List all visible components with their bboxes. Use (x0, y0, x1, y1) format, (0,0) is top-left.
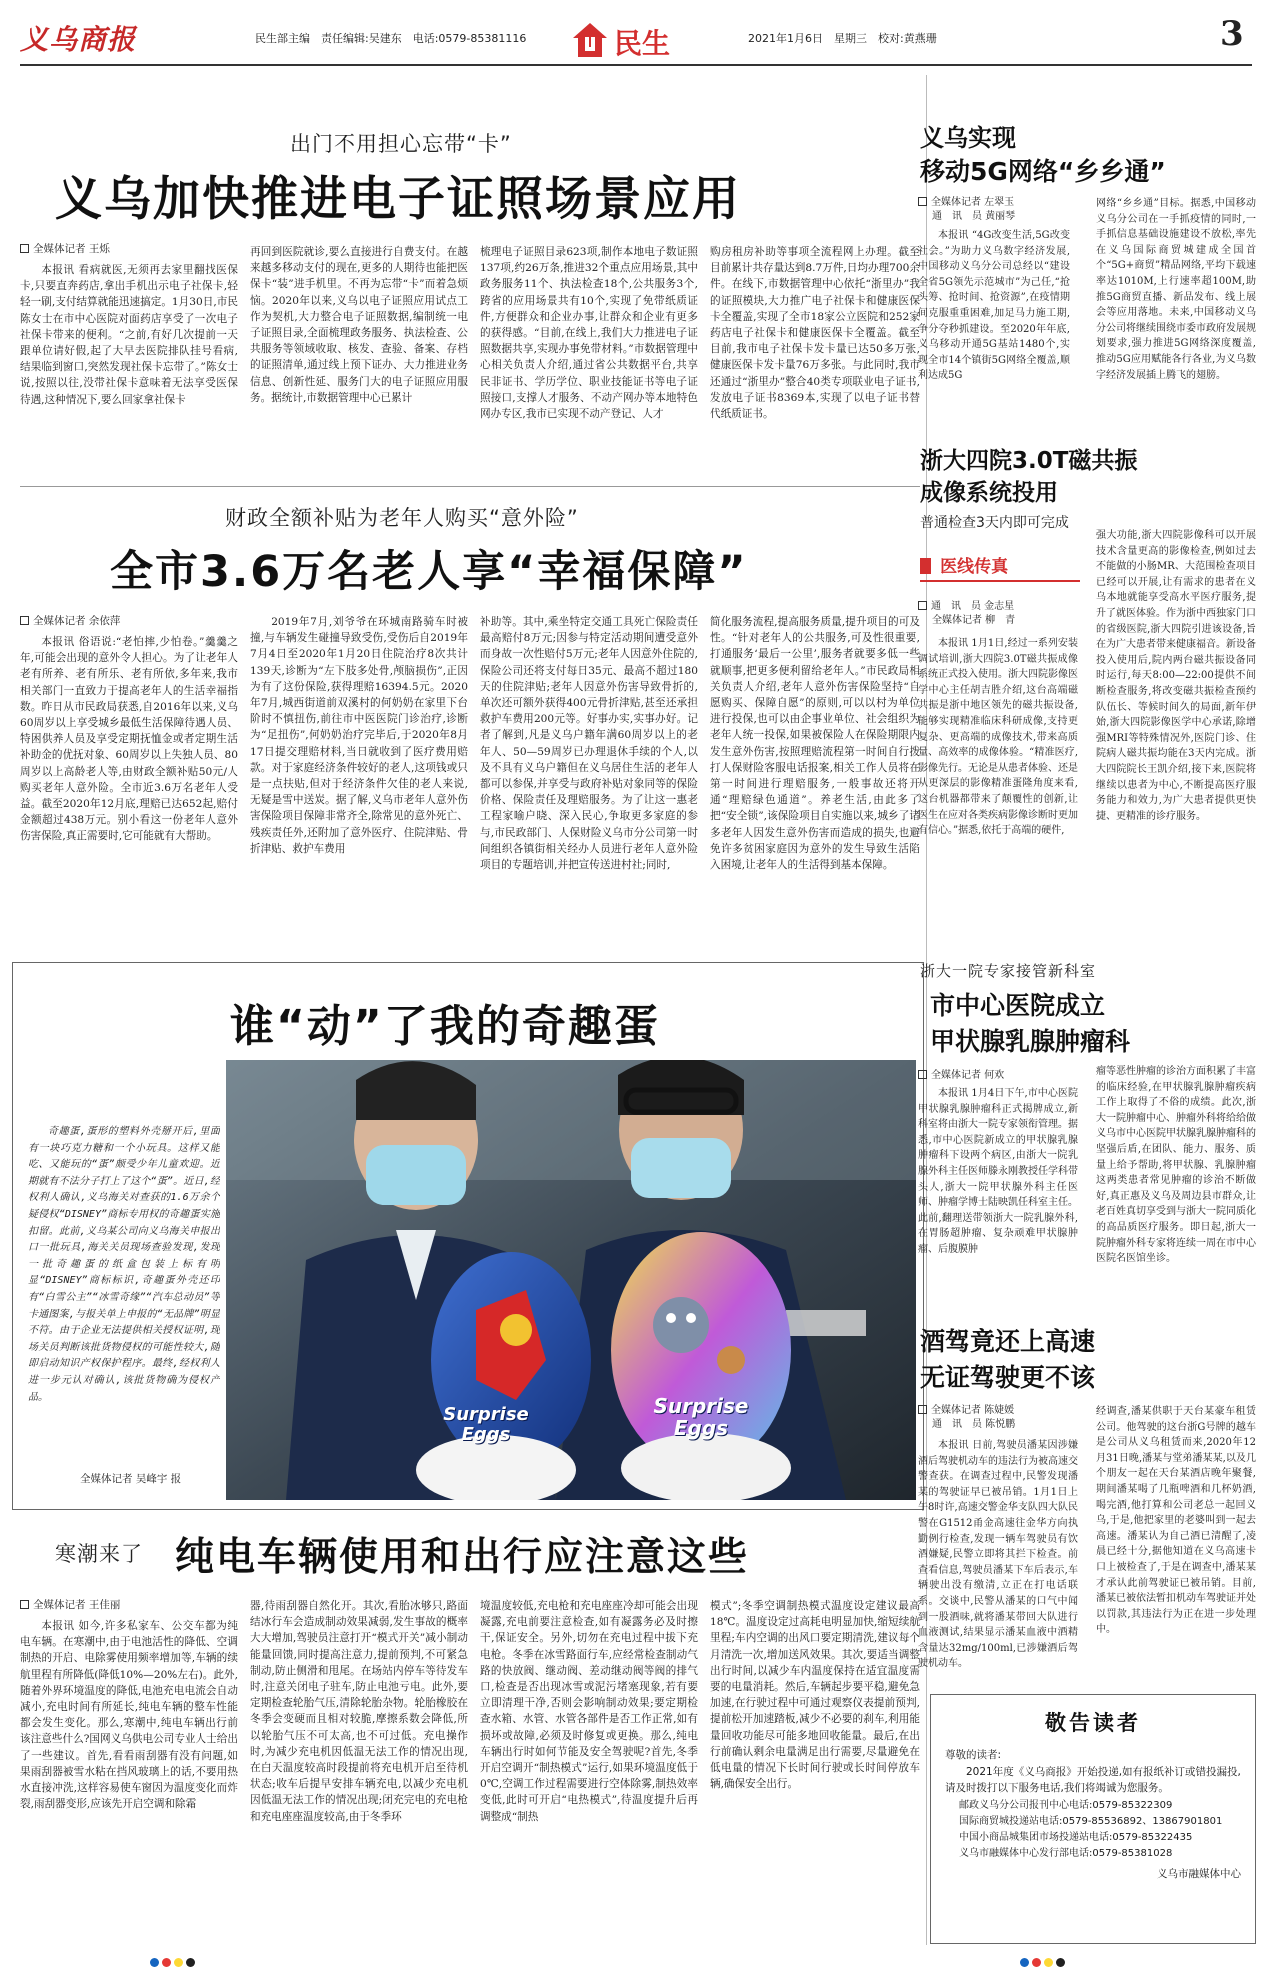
surprise-egg-photo (226, 1060, 916, 1500)
red-square-icon (920, 558, 931, 574)
story7-byline: 全媒体记者 何欢 (918, 1068, 1004, 1083)
story8-byline: 全媒体记者 陈婕媛 通 讯 员 陈悦鹏 (918, 1404, 1015, 1432)
story5-headline-2: 移动5G网络“乡乡通” (920, 157, 1166, 186)
section-name: 民生 (614, 27, 671, 60)
notice-box (930, 1694, 1256, 1944)
story5-byline: 全媒体记者 左翠玉 通 讯 员 黄丽琴 (918, 196, 1015, 224)
story5-col2: 网络“乡乡通”目标。据悉,中国移动义乌分公司在一手抓疫情的同时,一手抓信息基础设施建设不放松,率先在义乌国际商贸城建成全国首个“5G+商贸”精品网络,平均下载速率达1010M,上行速率超100M,助推5G商贸直播、新品发布、线上展会等应用落地。未来,中国移动义乌分公司将继续围绕市委市政府发展规划要求,强力推进5G网络深度覆盖,推动5G应用赋能各行各业,为义乌数字经济发展插上腾飞的翅膀。 (1096, 198, 1256, 381)
story1-byline: 全媒体记者 王烁 (20, 242, 110, 257)
egg-label-left: Surprise Eggs (443, 1404, 529, 1445)
byline-box-icon (20, 1600, 29, 1609)
notice-body: 2021年度《义乌商报》开始投递,如有报纸补订或错投漏投,请及时拨打以下服务电话,我们将竭诚为您服务。 (945, 1766, 1241, 1794)
story2-headline: 全市3.6万名老人享“幸福保障” (110, 547, 748, 597)
story6-headline-1: 浙大四院3.0T磁共振 (920, 448, 1138, 474)
story6-tag: 医线传真 (920, 552, 1008, 577)
color-dot (1044, 1958, 1053, 1967)
story4-byline: 全媒体记者 王佳丽 (20, 1598, 120, 1613)
story8-headline-2: 无证驾驶更不该 (920, 1363, 1096, 1392)
story7-col1: 本报讯 1月4日下午,市中心医院甲状腺乳腺肿瘤科正式揭牌成立,新科室将由浙大一院专家领衔管理。据悉,市中心医院新成立的甲状腺乳腺肿瘤科下设两个病区,由浙大一院乳腺外科主任医师滕永刚教授任学科带头人,浙大一院甲状腺外科主任医师、肿瘤学博士陆映凯任科室主任。此前,翻理送带领浙大一院乳腺外科,在胃肠超肿瘤、复杂顽难甲状腺肿瘤、后腹膜肿 (918, 1088, 1078, 1255)
story4-col1: 本报讯 如今,许多私家车、公交车都为纯电车辆。在寒潮中,由于电池活性的降低、空调制热的开启、电除雾使用频率增加等,车辆的续航里程有所降低(降低10%—20%左右)。此外,随着外界环境温度的降低,电池充电电流会自动减小,充电时间有所延长,纯电车辆的整车性能都会发生变化。那么,寒潮中,纯电车辆出行前该注意些什么?国网义乌供电公司专业人士给出了一些建议。首先,看看雨刮器有没有问题,如果雨刮器被雪水粘在挡风玻璃上的话,不要用热水直接冲洗,这样容易使车窗因为温度变化而炸裂,雨刮器变形,应该先开启空调和除霜 (20, 1620, 238, 1811)
page-number: 3 (1220, 14, 1244, 54)
story4-headline: 纯电车辆使用和出行应注意这些 (175, 1535, 750, 1580)
editor-line: 民生部主编 责任编辑:吴建东 电话:0579-85381116 (255, 32, 527, 45)
house-icon (570, 20, 610, 60)
byline-box-icon (918, 1405, 927, 1414)
color-dot (186, 1958, 195, 1967)
story4-col4: 模式”;冬季空调制热模式温度设定建议最高18℃。温度设定过高耗电明显加快,缩短续航里程;车内空调的出风口要定期清洗,建议每个月清洗一次,增加送风效果。其次,要适当调整出行时间,以减少车内温度保持在适宜温度需要的电量消耗。然后,车辆起步要平稳,避免急加速,在行驶过程中可通过观察仪表提前预判,提前松开加速踏板,减少不必要的刹车,利用能量回收功能尽可能多地回收能量。最后,在出行前确认剩余电量满足出行需要,尽量避免在低电量的情况下长时间行驶或长时间停放车辆,确保安全出行。 (710, 1600, 920, 1791)
story2-col3: 补助等。其中,乘坐特定交通工具死亡保险责任最高赔付8万元;因参与特定活动期间遭受意外而身故一次性赔付5万元;老年人因意外住院的,保险公司还将支付每日35元、最高不超过180天的住院津贴;老年人因意外伤害导致骨折的,单次还可额外获得400元骨折津贴,甚至还承担救护车费用200元等。好事办实,实事办好。记者了解到,凡是义乌户籍年满60周岁以上的老年人、50—59周岁已办理退休手续的个人,以及不具有义乌户籍但在义乌居住生活的老年人都可以参保,并享受与政府补贴对象同等的保险价格、保险责任及理赔服务。为了让这一惠老工程家喻户晓、深入民心,争取更多家庭的参与,市民政部门、人保财险义乌市分公司第一时间组织各镇街相关经办人员进行老年人意外险项目的专题培训,并把宣传送进村社;同时, (480, 616, 698, 872)
story4-col2: 器,待雨刮器自然化开。其次,看胎冰够只,路面结冰行车会造成制动效果减弱,发生事故的概率大大增加,驾驶员注意打开“模式开关”减小制动能量回馈,同时提高注意力,提前预判,不可紧急制动,防止侧滑和甩尾。在场站内停车等待发车时,注意关闭电子驻车,防止电池亏电。此外,要定期检查轮胎气压,清除轮胎杂物。轮胎橡胶在冬季会变硬而且相对较脆,摩擦系数会降低,所以轮胎气压不可太高,也不可过低。充电操作时,为减少充电机因低温无法工作的情况出现,在白天温度较高时段提前将充电机开启至待机状态;收车后提早安排车辆充电,以减少充电机因低温无法工作的情况出现;闭充完电的充电枪和充电座座温度较高,由于冬季环 (250, 1600, 468, 1823)
photo-illustration (226, 1060, 916, 1500)
notice-line: 义乌市融媒体中心发行部电话:0579-85381028 (959, 1848, 1173, 1859)
story1-col3: 梳理电子证照目录623项,制作本地电子数证照137项,约26万条,推进32个重点应用场景,其中政务服务11个、执法检查18个,公共服务3个,跨省的应用场景共有10个,实现了免带纸质证件,方便群众和企业办事,让群众和企业有更多的获得感。“目前,在线上,我们大力推进电子证照数据共享,实现办事免带材料。”市数据管理中心相关负责人介绍,通过省公共数据平台,共享民非证书、学历学位、职业技能证书等电子证照接口,支撑人才服务、不动产网办等本地特色网办专区,我市已实现不动产登记、人才 (480, 246, 698, 421)
story6-tag-rule (920, 580, 1080, 582)
color-dot (162, 1958, 171, 1967)
notice-salutation: 尊敬的读者: (945, 1749, 1002, 1761)
notice-title: 敬告读者 (1045, 1711, 1141, 1735)
story6-byline: 通 讯 员 金志星 全媒体记者 柳 青 (918, 600, 1015, 628)
section-logo (570, 20, 720, 60)
story1-kicker: 出门不用担心忘带“卡” (290, 132, 512, 156)
story1-col1: 本报讯 看病就医,无须再去家里翻找医保卡,只要直奔药店,拿出手机出示电子社保卡,轻轻一刷,支付结算就能迅速搞定。1月30日,市民陈女士在市中心医院对面药店享受了一次电子社保卡带来的便利。“之前,有好几次提前一天跟单位请好假,起了大早去医院排队挂号看病,结果临到窗口,突然发现社保卡忘带了。”陈女士说,按照以往,没带社保卡意味着无法享受医保待遇,这种情况下,要么回家拿社保卡 (20, 264, 238, 406)
story3-byline: 全媒体记者 吴峰宇 报 (80, 1473, 182, 1485)
story1-col4: 购房租房补助等事项全流程网上办理。截至目前累计共存量达到8.7万件,日均办理700余件。在线下,市数据管理中心依托“浙里办”我的证照模块,大力推广电子社保卡和健康医保卡全覆盖,实现了全市18家公立医院和252家药店电子社保卡和健康医保卡全覆盖。截至目前,我市电子社保卡发卡量已达50多万张,健康医保卡发卡量76万多张。与此同时,我市还通过“浙里办”整合40类专项联业电子证书,发放电子证书8369本,实现了以电子证书替代纸质证书。 (710, 246, 920, 421)
story7-headline-2: 甲状腺乳腺肿瘤科 (930, 1027, 1131, 1056)
masthead (0, 0, 1272, 70)
story4-kicker: 寒潮来了 (55, 1542, 143, 1566)
notice-line: 邮政义乌分公司报刊中心电话:0579-85322309 (959, 1800, 1173, 1811)
color-dot (1056, 1958, 1065, 1967)
notice-line: 国际商贸城投递站电话:0579-85536892、13867901801 (959, 1816, 1223, 1827)
paper-name: 义乌商报 (20, 23, 137, 56)
color-dot (1020, 1958, 1029, 1967)
byline-box-icon (20, 244, 29, 253)
story8-headline-1: 酒驾竟还上高速 (920, 1327, 1096, 1356)
story1-bottom-rule (20, 486, 920, 487)
story4-col3: 境温度较低,充电枪和充电座座冷却可能会出现凝露,充电前要注意检查,如有凝露务必及时擦干,保证安全。另外,切勿在充电过程中拔下充电枪。冬季在冰雪路面行车,应经常检查制动气路的快放阀、继动阀、差动继动阀等阀的排气口,检查是否出现冰雪或泥污堵塞现象,若有要立即清理干净,否则会影响制动效果;要定期检查水箱、水管、水管各部件是否工作正常,如有损坏或故障,必须及时修复或更换。那么,纯电车辆出行时如何节能及安全驾驶呢?首先,冬季开启空调开“制热模式”运行,如果环境温度低于0℃,空调工作过程需要进行空体除雾,制热效率变低,此时可开启“电热模式”,待温度提升后再调整成“制热 (480, 1600, 698, 1823)
story5-headline-1: 义乌实现 (920, 124, 1016, 152)
story2-col1: 本报讯 俗语说:“老怕摔,少怕卷。”羹羹之年,可能会出现的意外令人担心。为了让老年人老有所养、老有所乐、老有所依,多年来,我市相关部门一直致力于提高老年人的生活幸福指数。昨日从市民政局获悉,自2016年以来,义乌60周岁以上享受城乡最低生活保障待遇人员、特困供养人员及享受定期抚恤金或者定期生活补助金的优抚对象、60周岁以上失独人员、80周岁以上高龄老人等,由财政全额补贴50元/人购买老年人意外险。全市近3.6万名老年人受益。截至2020年12月底,理赔已达652起,赔付金额超过438万元。别小看这一份老年人意外伤害保险,真正需要时,它可能就有大帮助。 (20, 636, 238, 843)
notice-sign: 义乌市融媒体中心 (1157, 1868, 1241, 1880)
notice-line: 中国小商品城集团市场投递站电话:0579-85322435 (959, 1832, 1193, 1843)
story6-subhead: 普通检查3天内即可完成 (920, 515, 1069, 531)
story2-byline: 全媒体记者 余依萍 (20, 614, 120, 629)
story1-headline: 义乌加快推进电子证照场景应用 (55, 172, 741, 227)
story2-col2: 2019年7月,刘爷爷在环城南路骑车时被撞,与车辆发生碰撞导致受伤,受伤后自2019年7月4日至2020年1月20日住院治疗8次共计139天,诊断为“左下肢多处骨,颅脑损伤”,正因为有了这份保险,获得理赔16394.5元。2020年7月,城西街道前双溪村的何奶奶在家里下台阶时不慎扭伤,前往市中医医院门诊治疗,诊断为“足扭伤”,何奶奶治疗完毕后,于2020年8月17日提交理赔材料,当日就收到了医疗费用赔款。对于家庭经济条件较好的老人,这项钱或只是一点扶贴,但对于经济条件欠佳的老人来说,无疑是雪中送炭。据了解,义乌市老年人意外伤害保险项目保障非常齐全,除常见的意外死亡、残疾责任外,还附加了意外医疗、住院津贴、骨折津贴、救护车费用 (250, 616, 468, 855)
story7-col2: 瘤等恶性肿瘤的诊治方面积累了丰富的临床经验,在甲状腺乳腺肿瘤疾病工作上取得了不俗的成绩。此次,浙大一院肿瘤中心、肿瘤外科将给给做义乌市中心医院甲状腺乳腺肿瘤科的坚强后盾,在团队、能力、服务、质量上给予帮助,将甲状腺、乳腺肿瘤这两类患者常见肿瘤的诊治不断做好,真正惠及义乌及周边县市群众,让老百姓真切享受到与浙大一院同质化的高品质医疗服务。即日起,浙大一院肿瘤外科专家将连续一周在市中心医院名医馆坐诊。 (1096, 1066, 1256, 1265)
story3-text: 奇趣蛋,蛋形的塑料外壳掰开后,里面有一块巧克力糖和一个小玩具。这样又能吃、又能玩的“蛋”颇受少年儿童欢迎。近期就有不法分子打上了这个“蛋”。近日,经权利人确认,义乌海关对查获的1.6万余个疑侵权“DISNEY”商标专用权的奇趣蛋实施扣留。此前,义乌某公司向义乌海关申报出口一批玩具,海关关员现场查验发现,发现一批奇趣蛋的纸盒包装上标有明显“DISNEY”商标标识,奇趣蛋外壳还印有“白雪公主”“冰雪奇缘”“汽车总动员”等卡通图案,与报关单上申报的“无品牌”明显不符。由于企业无法提供相关授权证明,现场关员判断该批货物侵权的可能性较大,随即启动知识产权保护程序。最终,经权利人进一步元认对确认,该批货物确为侵权产品。 (28, 1126, 220, 1403)
color-dot (174, 1958, 183, 1967)
story6-col1: 本报讯 1月1日,经过一系列安装调试培训,浙大四院3.0T磁共振成像系统正式投入使用。浙大四院影像医学中心主任胡吉胜介绍,这台高端磁共振是浙中地区领先的磁共振设备,能够实现精准临床科研成像,支持更复杂、更高端的成像技术,带来高质量、高效率的成像体验。“精准医疗,影像先行。无论是从患者体验、还是从更深层的影像精准蛋隆角度来看,这台机器都带来了颠覆性的创新,让医生在应对各类疾病影像诊断时更加有信心。”据悉,依托于高端的硬件, (918, 638, 1078, 837)
story6-headline-2: 成像系统投用 (920, 480, 1058, 506)
story8-col2: 经调查,潘某供职于天台某豪车租赁公司。他驾驶的这台浙G号牌的越车是公司从义乌租赁而来,2020年12月31日晚,潘某与堂弟潘某某,以及几个朋友一起在天台某酒店晚年聚餐,期间潘某喝了几瓶啤酒和几杯奶酒,喝完酒,他打算和公司老总一起回义乌,于是,他把家里的老婆叫到一起去高速。潘某认为自己酒已清醒了,凌晨已经十分,据他知道在义乌高速卡口上被检查了,于是在调查中,潘某某才承认此前驾驶证已被吊销。目前,潘某已被依法暂扣机动车驾驶证并处以罚款,其违法行为正在进一步处理中。 (1096, 1406, 1256, 1636)
story6-col2: 强大功能,浙大四院影像科可以开展技术含量更高的影像检查,例如过去不能做的小肠MR、大范围检查项目已经可以开展,让有需求的患者在义乌本地就能享受高水平医疗服务,提升了就医体验。作为浙中西独家门口的省级医院,浙大四院引进该设备,旨在为广大患者带来健康福音。新设备投入使用后,院内两台磁共振设备同时运行,每天8:00—22:00提供不间断检查服务,将改变磁共振检查预约队伍长、等候时间久的局面,新年伊始,浙大四院影像医学中心承诺,除增强MRI等特殊情况外,医院门诊、住院病人磁共振均能在3天内完成。浙大四院院长王凯介绍,接下来,医院将继续以患者为中心,不断提高医疗服务能力和效力,为广大患者提供更快捷、更精准的诊疗服务。 (1096, 530, 1256, 822)
color-dot (1032, 1958, 1041, 1967)
color-dot (150, 1958, 159, 1967)
story2-kicker: 财政全额补贴为老年人购买“意外险” (225, 506, 579, 530)
story7-headline-1: 市中心医院成立 (930, 991, 1106, 1020)
footer-color-dots-right (1020, 1952, 1068, 1971)
byline-box-icon (20, 616, 29, 625)
story8-col1: 本报讯 日前,驾驶员潘某因涉嫌酒后驾驶机动车的违法行为被高速交警查获。在调查过程中,民警发现潘某的驾驶证早已被吊销。1月1日上午8时许,高速交警金华支队四大队民警在G1512甬金高速往金华方向执勤例行检查,发现一辆车驾驶员有饮酒嫌疑,民警立即将其拦下检查。前查看信息,驾驶员潘某下车后表示,车辆驶出没有缴清,立正在打电话联系。交谈中,民警从潘某的口气中闻到一股酒味,就将潘某带回大队进行血液测试,结果显示潘某血液中酒精含量达32mg/100ml,已涉嫌酒后驾驶机动车。 (918, 1440, 1078, 1670)
byline-box-icon (918, 601, 927, 610)
byline-box-icon (918, 1070, 927, 1079)
story5-col1: 本报讯 “4G改变生活,5G改变社会。”为助力义乌数字经济发展,中国移动义乌分公司总经以“建设全省5G领先示范城市”为己任,“抢头筹、抢时间、抢资源”,在疫情期间克服重重困难,加足马力施工期,争分夺秒抓建设。至2020年年底,义乌移动开通5G基站1480个,实现全市14个镇街5G网络全覆盖,顺利达成5G (918, 230, 1070, 382)
masthead-rule (20, 64, 1252, 66)
story7-kicker: 浙大一院专家接管新科室 (920, 962, 1097, 980)
story3-headline: 谁“动”了我的奇趣蛋 (230, 1001, 660, 1052)
egg-label-right: Surprise Eggs (653, 1394, 749, 1440)
footer-color-dots-left (150, 1952, 198, 1971)
byline-box-icon (918, 197, 927, 206)
story2-col4: 简化服务流程,提高服务质量,提升项目的可及性。“针对老年人的公共服务,可及性很重要,打通服务‘最后一公里’,服务者就要多低一些就顺事,把更多便利留给老年人。”市民政局相关负责人介绍,老年人意外伤害保险坚持“自愿购买、保障自愿”的原则,可以以村为单位进行投保,也可以由企事业单位、社会组织为老年人统一投保,如果被保险人在保险期限内发生意外伤害,按照理赔流程第一时间自行拨打人保财险客服电话报案,相关工作人员将在第一时间进行理赔服务,一般事故还将开通“理赔绿色通道”。养老生活,由此多了把“安全锁”,该保险项目自实施以来,城乡了诸多老年人因发生意外伤害而造成的损失,也避免许多贫困家庭因为意外的发生导致生活陷入困境,让老年人的生活得到基本保障。 (710, 616, 920, 872)
date-line: 2021年1月6日 星期三 校对:黄燕珊 (748, 32, 937, 45)
story1-col2: 再回到医院就诊,要么直接进行自费支付。在越来越多移动支付的现在,更多的人期待也能把医保卡“装”进手机里。不再为忘带“卡”而着急烦恼。2020年以来,义乌以电子证照应用试点工作为契机,大力整合电子证照数据,编制统一电子证照目录,全面梳理政务服务、执法检查、公共服务等领域收取、核发、查验、备案、存档的证照清单,通过线上预下证办、大力推进业务信息、创新性延、服务门大的电子证照应用服务。据统计,市数据管理中心已累计 (250, 246, 468, 404)
